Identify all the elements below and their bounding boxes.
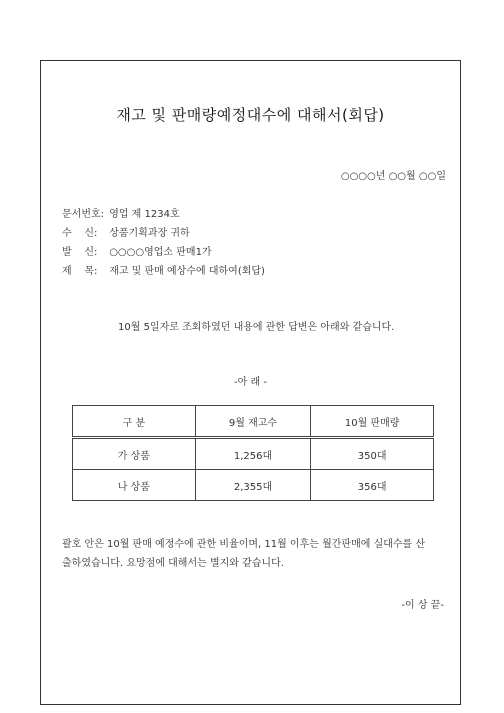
column-header: 구 분 bbox=[73, 406, 196, 438]
meta-value: ○○○○영업소 판매1가 bbox=[109, 247, 212, 258]
closing-line-2: 출하였습니다. 요망점에 대해서는 별지와 같습니다. bbox=[62, 558, 284, 569]
meta-value: 영업 제 1234호 bbox=[109, 209, 180, 220]
meta-sender bbox=[62, 243, 212, 258]
table-cell: 나 상품 bbox=[73, 470, 196, 501]
table-cell: 1,256대 bbox=[195, 438, 311, 470]
meta-label: 제 목: bbox=[62, 266, 98, 277]
column-header: 9월 재고수 bbox=[195, 406, 311, 438]
column-header: 10월 판매량 bbox=[311, 406, 434, 438]
table-cell: 350대 bbox=[311, 438, 434, 470]
meta-doc-number bbox=[62, 205, 180, 220]
meta-value: 재고 및 판매 예상수에 대하여(회답) bbox=[109, 266, 265, 277]
table-cell: 356대 bbox=[311, 470, 434, 501]
table-cell: 가 상품 bbox=[73, 438, 196, 470]
table-header-row bbox=[73, 406, 434, 438]
end-mark: -이 상 끝- bbox=[401, 600, 444, 611]
meta-recipient bbox=[62, 224, 190, 239]
document-title: 재고 및 판매량예정대수에 대해서(회답) bbox=[116, 106, 385, 124]
closing-line-1: 괄호 안은 10월 판매 예정수에 관한 비율이며, 11월 이후는 월간판매에 실대수를 산 bbox=[62, 539, 426, 550]
meta-subject bbox=[62, 262, 265, 277]
intro-text: 10월 5일자로 조회하였던 내용에 관한 답변은 아래와 같습니다. bbox=[118, 322, 395, 333]
table-cell: 2,355대 bbox=[195, 470, 311, 501]
meta-value: 상품기획과장 귀하 bbox=[109, 228, 190, 239]
table-row bbox=[73, 470, 434, 501]
document-date: ○○○○년 ○○월 ○○일 bbox=[340, 171, 446, 182]
meta-label: 문서번호: bbox=[62, 209, 105, 220]
table-row bbox=[73, 438, 434, 470]
arae-heading: -아 래 - bbox=[234, 377, 267, 388]
meta-label: 발 신: bbox=[62, 247, 98, 258]
meta-label: 수 신: bbox=[62, 228, 98, 239]
inventory-table bbox=[72, 405, 434, 501]
